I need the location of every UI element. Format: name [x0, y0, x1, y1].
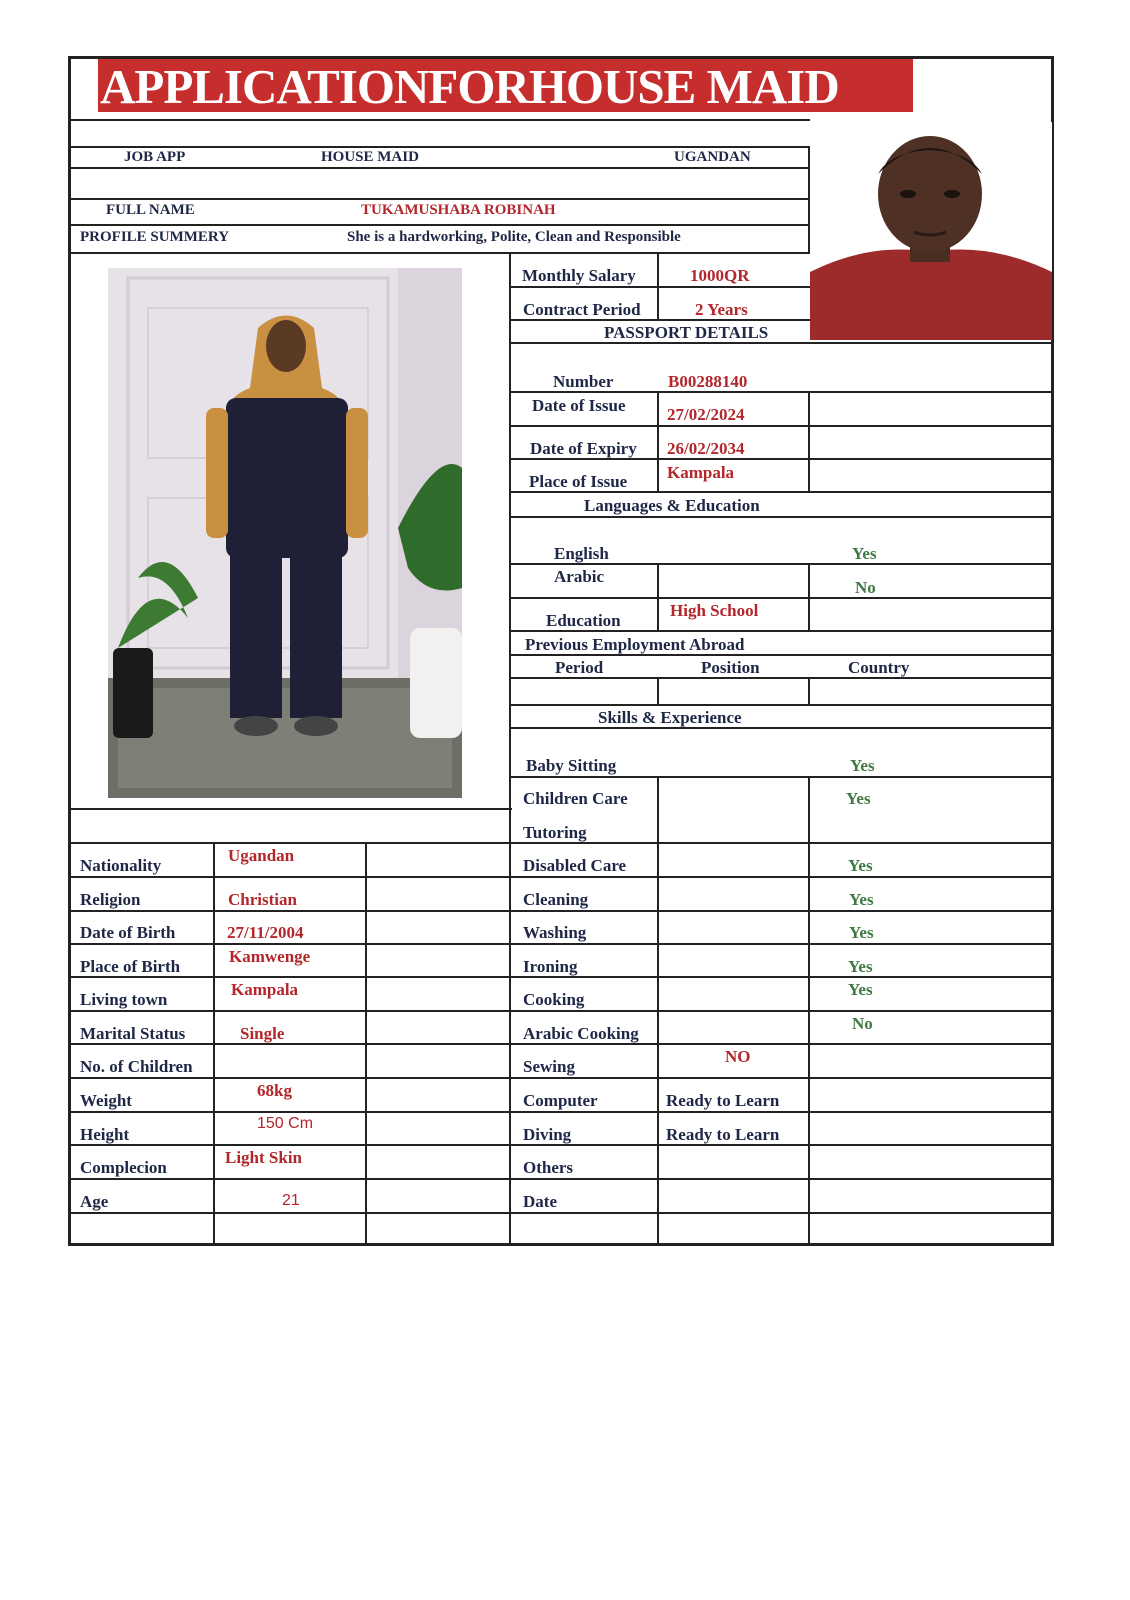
sewing-label: Sewing [523, 1057, 575, 1076]
arabic-value: No [855, 578, 876, 597]
age-label: Age [80, 1192, 109, 1211]
ironing-label: Ironing [523, 957, 578, 976]
rule [70, 1212, 1054, 1214]
place-of-issue-label: Place of Issue [529, 472, 628, 491]
rule [510, 563, 1054, 565]
living-town-value: Kampala [231, 980, 299, 999]
english-label: English [554, 544, 609, 563]
period-column-header: Period [555, 658, 604, 677]
rule [510, 704, 1054, 706]
issue-date-value: 27/02/2024 [667, 405, 745, 424]
age-value: 21 [282, 1192, 300, 1209]
rule [70, 119, 810, 121]
skills-heading: Skills & Experience [598, 708, 742, 727]
height-value: 150 Cm [257, 1115, 314, 1132]
contract-value: 2 Years [695, 300, 748, 319]
rule [70, 842, 1054, 844]
complexion-label: Complecion [80, 1158, 167, 1177]
job-app-label: JOB APP [124, 149, 186, 165]
english-value: Yes [852, 544, 877, 563]
previous-employment-heading: Previous Employment Abroad [525, 635, 745, 654]
rule [70, 808, 512, 810]
education-label: Education [546, 611, 621, 630]
diving-label: Diving [523, 1125, 572, 1144]
washing-label: Washing [523, 923, 587, 942]
rule [70, 1111, 1054, 1113]
rule [70, 146, 810, 148]
rule [657, 252, 659, 321]
rule [510, 677, 1054, 679]
marital-status-value: Single [240, 1024, 285, 1043]
height-label: Height [80, 1125, 130, 1144]
weight-value: 68kg [257, 1081, 292, 1100]
rule [70, 198, 810, 200]
rule [510, 516, 1054, 518]
contract-label: Contract Period [523, 300, 641, 319]
nationality-label: Nationality [80, 856, 162, 875]
languages-heading: Languages & Education [584, 496, 760, 515]
rule [510, 391, 1054, 393]
washing-value: Yes [849, 923, 874, 942]
cleaning-label: Cleaning [523, 890, 589, 909]
rule [213, 842, 215, 1246]
rule [510, 286, 810, 288]
rule [808, 146, 810, 254]
rule [509, 252, 511, 1246]
rule [510, 342, 1054, 344]
religion-label: Religion [80, 890, 141, 909]
marital-status-label: Marital Status [80, 1024, 186, 1043]
rule [70, 1043, 1054, 1045]
full-name-value: TUKAMUSHABA ROBINAH [361, 202, 556, 218]
arabic-label: Arabic [554, 567, 605, 586]
cooking-label: Cooking [523, 990, 585, 1009]
pob-label: Place of Birth [80, 957, 181, 976]
country-column-header: Country [848, 658, 910, 677]
religion-value: Christian [228, 890, 297, 909]
rule [510, 319, 810, 321]
rule [510, 654, 1054, 656]
rule [657, 677, 659, 706]
computer-value: Ready to Learn [666, 1091, 780, 1110]
issue-date-label: Date of Issue [532, 396, 626, 415]
rule [657, 391, 659, 491]
rule [70, 224, 810, 226]
arabic-cooking-label: Arabic Cooking [523, 1024, 639, 1043]
sewing-value: NO [725, 1047, 751, 1066]
dob-value: 27/11/2004 [227, 923, 304, 942]
rule [510, 491, 1054, 493]
dob-label: Date of Birth [80, 923, 176, 942]
ironing-value: Yes [848, 957, 873, 976]
salary-value: 1000QR [690, 266, 750, 285]
arabic-cooking-value: No [852, 1014, 873, 1033]
rule [808, 391, 810, 491]
profile-value: She is a hardworking, Polite, Clean and Responsible [347, 229, 681, 245]
baby-sitting-value: Yes [850, 756, 875, 775]
nationality-value: Ugandan [228, 846, 295, 865]
rule [808, 677, 810, 706]
rule [70, 910, 1054, 912]
diving-value: Ready to Learn [666, 1125, 780, 1144]
rule [70, 1178, 1054, 1180]
rule [70, 1144, 1054, 1146]
rule [365, 842, 367, 1246]
rule [510, 458, 1054, 460]
rule [808, 563, 810, 632]
children-care-value: Yes [846, 789, 871, 808]
rule [70, 1077, 1054, 1079]
passport-heading: PASSPORT DETAILS [604, 323, 769, 342]
passport-photo [810, 122, 1052, 340]
expiry-date-label: Date of Expiry [530, 439, 637, 458]
rule [70, 976, 1054, 978]
complexion-value: Light Skin [225, 1148, 303, 1167]
rule [70, 876, 1054, 878]
rule [510, 597, 1054, 599]
full-body-photo [108, 268, 462, 798]
rule [510, 727, 1054, 729]
date-label: Date [523, 1192, 557, 1211]
passport-number-label: Number [553, 372, 614, 391]
place-of-issue-value: Kampala [667, 463, 735, 482]
form-title: APPLICATIONFORHOUSE MAID [100, 59, 839, 114]
nationality-header: UGANDAN [674, 149, 751, 165]
rule [657, 776, 659, 1246]
disabled-care-label: Disabled Care [523, 856, 627, 875]
cleaning-value: Yes [849, 890, 874, 909]
passport-number-value: B00288140 [668, 372, 748, 391]
pob-value: Kamwenge [229, 947, 311, 966]
living-town-label: Living town [80, 990, 168, 1009]
rule [70, 943, 1054, 945]
rule [510, 630, 1054, 632]
expiry-date-value: 26/02/2034 [667, 439, 745, 458]
education-value: High School [670, 601, 759, 620]
children-care-label: Children Care [523, 789, 628, 808]
weight-label: Weight [80, 1091, 132, 1110]
job-app-value: HOUSE MAID [321, 149, 419, 165]
rule [70, 252, 810, 254]
rule [510, 425, 1054, 427]
children-count-label: No. of Children [80, 1057, 193, 1076]
computer-label: Computer [523, 1091, 598, 1110]
cooking-value: Yes [848, 980, 873, 999]
tutoring-label: Tutoring [523, 823, 587, 842]
rule [808, 776, 810, 1246]
position-column-header: Position [701, 658, 760, 677]
full-name-label: FULL NAME [106, 202, 195, 218]
rule [657, 563, 659, 632]
rule [70, 167, 810, 169]
rule [70, 1010, 1054, 1012]
others-label: Others [523, 1158, 574, 1177]
salary-label: Monthly Salary [522, 266, 636, 285]
baby-sitting-label: Baby Sitting [526, 756, 617, 775]
disabled-care-value: Yes [848, 856, 873, 875]
profile-label: PROFILE SUMMERY [80, 229, 230, 245]
rule [510, 776, 1054, 778]
